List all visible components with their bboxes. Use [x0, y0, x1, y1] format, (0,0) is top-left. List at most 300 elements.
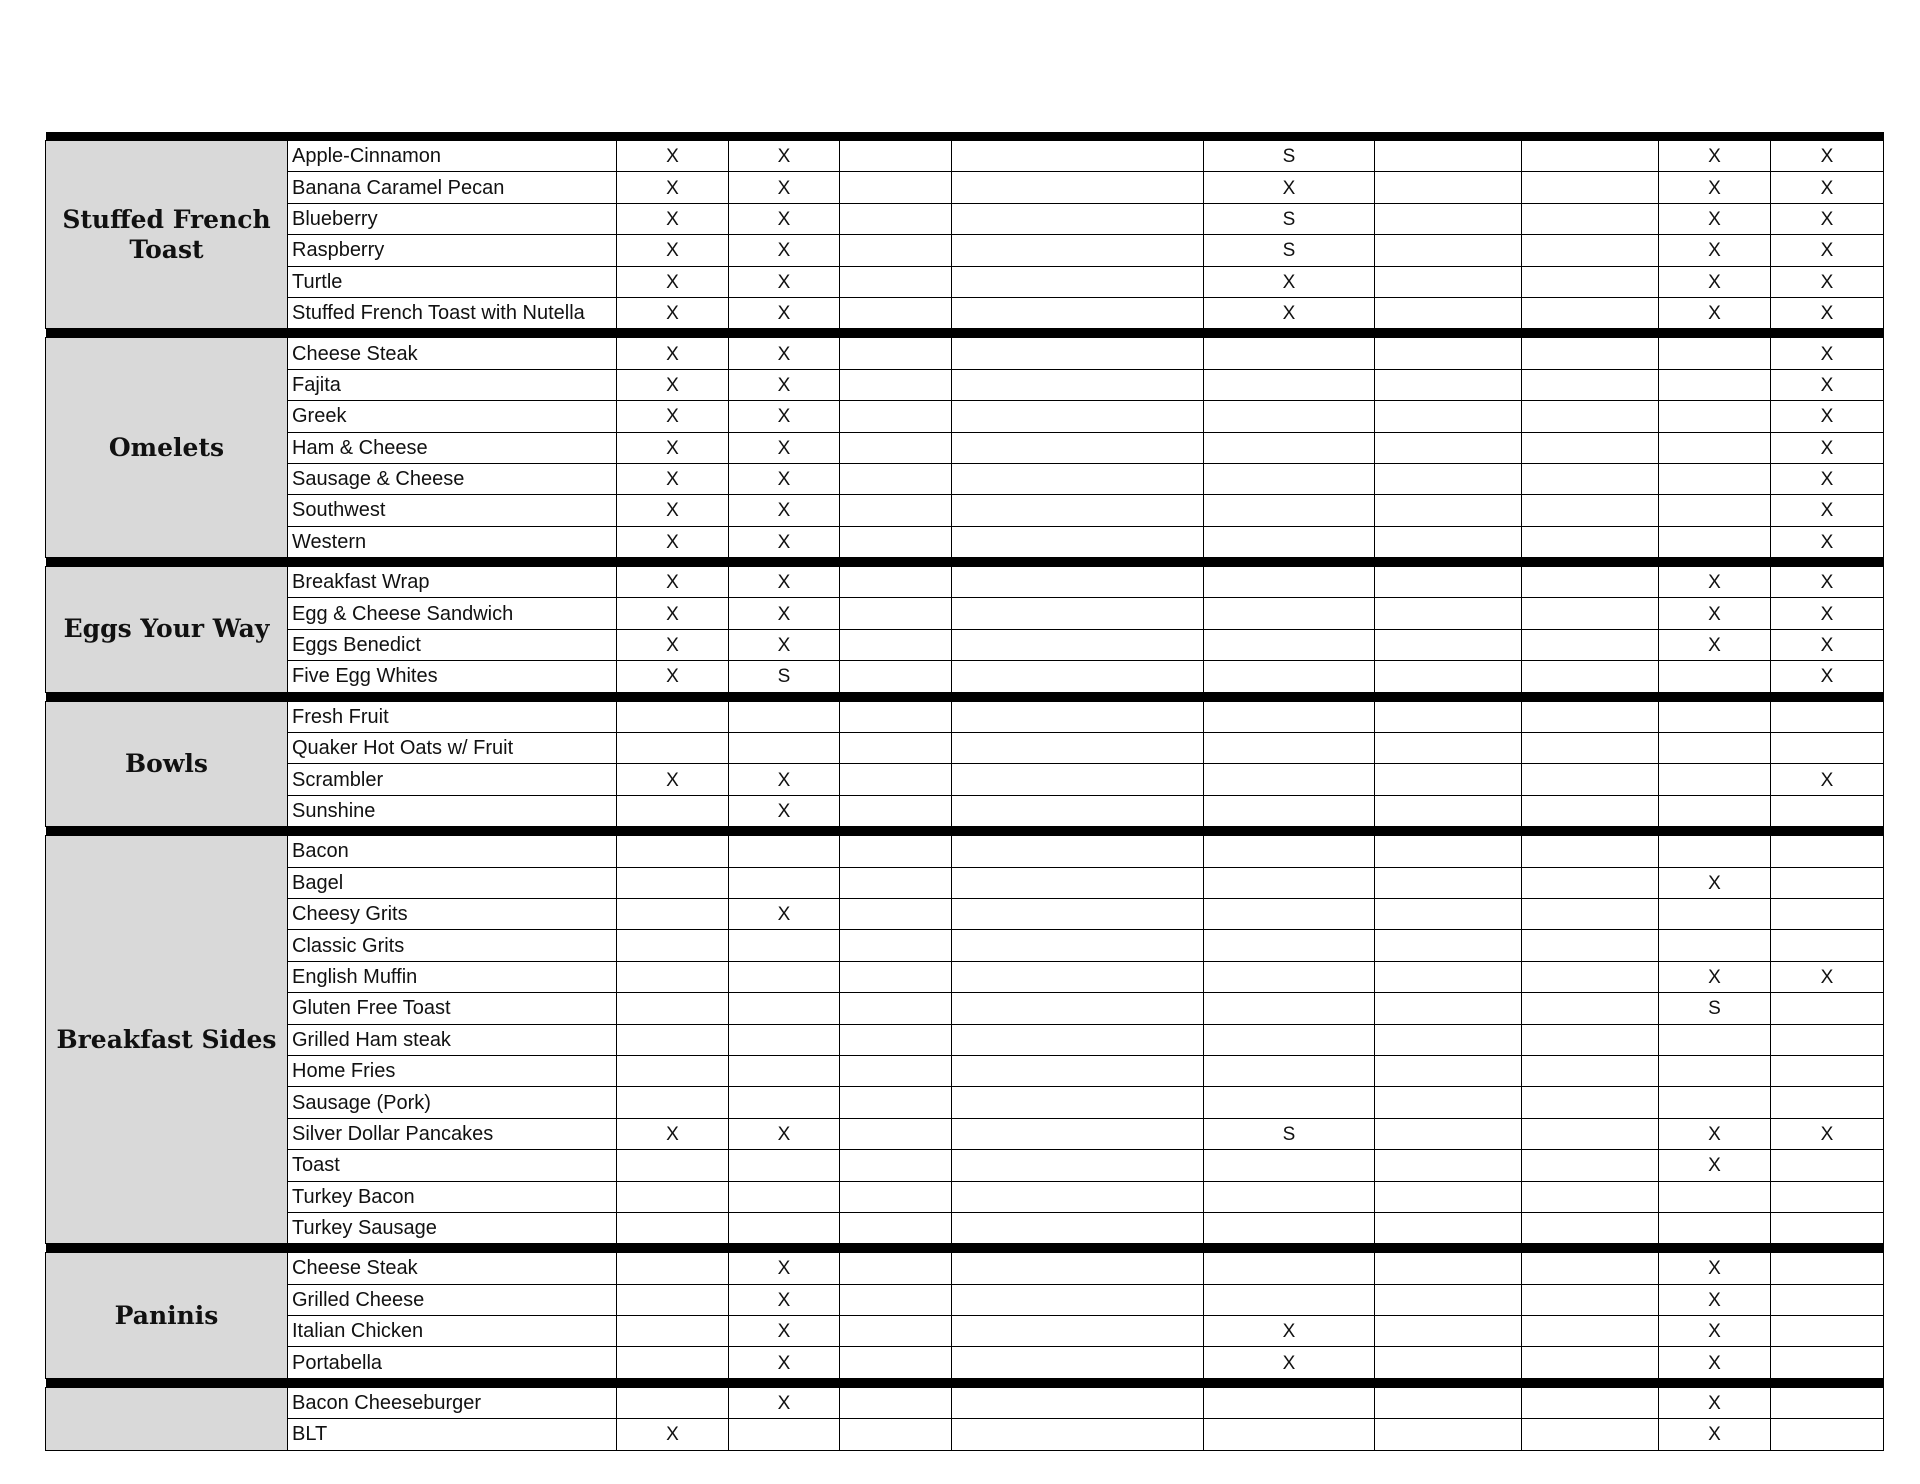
item-name: Greek	[288, 401, 617, 432]
mark-cell: X	[1771, 369, 1884, 400]
item-name: Sunshine	[288, 795, 617, 826]
mark-cell: X	[1659, 297, 1771, 328]
table-row	[46, 733, 1884, 764]
mark-cell	[1659, 1087, 1771, 1118]
mark-cell	[840, 567, 952, 598]
mark-cell	[617, 898, 729, 929]
mark-cell	[1204, 598, 1375, 629]
mark-cell	[952, 1055, 1204, 1086]
mark-cell	[952, 567, 1204, 598]
item-name: Classic Grits	[288, 930, 617, 961]
mark-cell: X	[1771, 172, 1884, 203]
mark-cell	[1375, 235, 1522, 266]
mark-cell	[1771, 1150, 1884, 1181]
mark-cell	[729, 836, 840, 867]
mark-cell	[1204, 701, 1375, 732]
mark-cell	[840, 297, 952, 328]
mark-cell	[617, 993, 729, 1024]
table-row	[46, 172, 1884, 203]
mark-cell: X	[617, 203, 729, 234]
mark-cell	[1522, 1087, 1659, 1118]
mark-cell	[840, 598, 952, 629]
item-name: Fajita	[288, 369, 617, 400]
item-name: Bacon	[288, 836, 617, 867]
mark-cell: X	[729, 1253, 840, 1284]
mark-cell	[840, 141, 952, 172]
category-label: Stuffed French Toast	[46, 141, 288, 329]
mark-cell	[1204, 1253, 1375, 1284]
item-name: Turtle	[288, 266, 617, 297]
table-row	[46, 369, 1884, 400]
item-name: Egg & Cheese Sandwich	[288, 598, 617, 629]
table-row	[46, 930, 1884, 961]
mark-cell: X	[1771, 266, 1884, 297]
mark-cell	[1375, 1253, 1522, 1284]
mark-cell	[617, 1055, 729, 1086]
table-row	[46, 836, 1884, 867]
mark-cell	[617, 701, 729, 732]
mark-cell	[952, 1316, 1204, 1347]
mark-cell	[1204, 795, 1375, 826]
mark-cell	[1375, 1055, 1522, 1086]
mark-cell: X	[729, 1284, 840, 1315]
mark-cell	[952, 898, 1204, 929]
mark-cell: X	[1659, 1253, 1771, 1284]
category-label: Breakfast Sides	[46, 836, 288, 1244]
mark-cell: X	[617, 401, 729, 432]
mark-cell	[1204, 1284, 1375, 1315]
mark-cell	[1522, 203, 1659, 234]
mark-cell	[1204, 1419, 1375, 1450]
item-name: Fresh Fruit	[288, 701, 617, 732]
mark-cell	[952, 1419, 1204, 1450]
mark-cell	[1375, 495, 1522, 526]
table-body	[46, 132, 1884, 1450]
mark-cell: X	[1204, 297, 1375, 328]
item-name: Toast	[288, 1150, 617, 1181]
mark-cell	[729, 1212, 840, 1243]
item-name: Home Fries	[288, 1055, 617, 1086]
item-name: English Muffin	[288, 961, 617, 992]
mark-cell	[729, 1150, 840, 1181]
table-row	[46, 898, 1884, 929]
mark-cell	[840, 961, 952, 992]
mark-cell: X	[1204, 1347, 1375, 1378]
mark-cell	[1522, 993, 1659, 1024]
mark-cell: X	[617, 661, 729, 692]
mark-cell	[1204, 898, 1375, 929]
mark-cell	[1522, 266, 1659, 297]
mark-cell: X	[729, 629, 840, 660]
mark-cell: X	[1659, 172, 1771, 203]
mark-cell: X	[1771, 432, 1884, 463]
mark-cell	[1375, 172, 1522, 203]
mark-cell	[1375, 1181, 1522, 1212]
mark-cell	[952, 1087, 1204, 1118]
mark-cell	[1522, 1024, 1659, 1055]
mark-cell	[1375, 836, 1522, 867]
mark-cell: X	[729, 432, 840, 463]
mark-cell	[952, 598, 1204, 629]
mark-cell	[1522, 1150, 1659, 1181]
mark-cell	[729, 701, 840, 732]
table-row	[46, 1316, 1884, 1347]
mark-cell	[617, 1253, 729, 1284]
mark-cell	[1375, 1419, 1522, 1450]
mark-cell	[1771, 733, 1884, 764]
item-name: Southwest	[288, 495, 617, 526]
mark-cell: X	[617, 432, 729, 463]
mark-cell: S	[1204, 235, 1375, 266]
item-name: Western	[288, 526, 617, 557]
mark-cell: X	[1659, 1118, 1771, 1149]
mark-cell: X	[1659, 1284, 1771, 1315]
mark-cell	[1375, 369, 1522, 400]
mark-cell: X	[729, 401, 840, 432]
mark-cell	[840, 1150, 952, 1181]
mark-cell	[1522, 701, 1659, 732]
table-row	[46, 1347, 1884, 1378]
mark-cell	[952, 930, 1204, 961]
mark-cell	[729, 1181, 840, 1212]
table-row	[46, 567, 1884, 598]
table-row	[46, 1181, 1884, 1212]
mark-cell	[952, 203, 1204, 234]
mark-cell	[1204, 1087, 1375, 1118]
section-divider-cell	[46, 329, 1884, 338]
item-name: Grilled Cheese	[288, 1284, 617, 1315]
mark-cell	[1522, 401, 1659, 432]
mark-cell	[952, 338, 1204, 369]
mark-cell	[617, 1181, 729, 1212]
mark-cell	[1659, 764, 1771, 795]
mark-cell	[1522, 1253, 1659, 1284]
item-name: Sausage (Pork)	[288, 1087, 617, 1118]
mark-cell	[1204, 1212, 1375, 1243]
mark-cell	[1204, 930, 1375, 961]
mark-cell	[952, 1150, 1204, 1181]
mark-cell	[1522, 836, 1659, 867]
mark-cell	[617, 1087, 729, 1118]
mark-cell	[1375, 661, 1522, 692]
mark-cell	[1204, 401, 1375, 432]
mark-cell: X	[1771, 629, 1884, 660]
mark-cell	[1375, 1284, 1522, 1315]
item-name: Turkey Bacon	[288, 1181, 617, 1212]
mark-cell	[952, 1181, 1204, 1212]
mark-cell: X	[617, 369, 729, 400]
mark-cell	[1522, 1347, 1659, 1378]
table-row	[46, 401, 1884, 432]
mark-cell	[1771, 930, 1884, 961]
mark-cell	[952, 836, 1204, 867]
mark-cell	[1204, 1055, 1375, 1086]
mark-cell	[840, 463, 952, 494]
mark-cell	[952, 432, 1204, 463]
category-label: Eggs Your Way	[46, 567, 288, 693]
mark-cell: S	[1204, 203, 1375, 234]
mark-cell: X	[729, 235, 840, 266]
table-row	[46, 629, 1884, 660]
mark-cell	[1771, 795, 1884, 826]
mark-cell	[1771, 1284, 1884, 1315]
section-divider-cell	[46, 692, 1884, 701]
category-label	[46, 1387, 288, 1450]
section-divider-cell	[46, 1244, 1884, 1253]
mark-cell: X	[617, 567, 729, 598]
mark-cell	[617, 930, 729, 961]
mark-cell	[840, 1024, 952, 1055]
mark-cell	[1375, 898, 1522, 929]
mark-cell	[1522, 795, 1659, 826]
mark-cell: X	[617, 526, 729, 557]
mark-cell	[1522, 495, 1659, 526]
mark-cell	[1375, 795, 1522, 826]
mark-cell	[1659, 836, 1771, 867]
mark-cell	[840, 1316, 952, 1347]
item-name: Blueberry	[288, 203, 617, 234]
mark-cell	[952, 369, 1204, 400]
mark-cell	[952, 961, 1204, 992]
mark-cell: X	[1659, 598, 1771, 629]
item-name: Cheese Steak	[288, 1253, 617, 1284]
mark-cell	[840, 733, 952, 764]
item-name: Scrambler	[288, 764, 617, 795]
mark-cell	[617, 1150, 729, 1181]
mark-cell	[952, 1118, 1204, 1149]
table-row	[46, 463, 1884, 494]
mark-cell	[1659, 898, 1771, 929]
mark-cell	[1771, 1055, 1884, 1086]
mark-cell	[1522, 598, 1659, 629]
mark-cell	[1375, 867, 1522, 898]
section-divider-cell	[46, 1378, 1884, 1387]
mark-cell	[1522, 961, 1659, 992]
top-border-cell	[46, 132, 1884, 141]
mark-cell	[617, 1284, 729, 1315]
mark-cell	[1375, 701, 1522, 732]
mark-cell	[1659, 526, 1771, 557]
mark-cell	[1659, 401, 1771, 432]
mark-cell	[1771, 993, 1884, 1024]
table-row	[46, 141, 1884, 172]
mark-cell	[1659, 733, 1771, 764]
mark-cell: X	[1659, 141, 1771, 172]
section-divider	[46, 1244, 1884, 1253]
allergen-table	[45, 132, 1884, 1451]
mark-cell	[840, 1087, 952, 1118]
mark-cell	[952, 235, 1204, 266]
mark-cell	[1375, 432, 1522, 463]
mark-cell	[1522, 369, 1659, 400]
item-name: Raspberry	[288, 235, 617, 266]
mark-cell	[840, 701, 952, 732]
category-label: Omelets	[46, 338, 288, 558]
mark-cell: X	[1771, 567, 1884, 598]
mark-cell: X	[1659, 235, 1771, 266]
mark-cell	[1659, 338, 1771, 369]
mark-cell	[1522, 1118, 1659, 1149]
mark-cell	[952, 701, 1204, 732]
table-row	[46, 297, 1884, 328]
mark-cell: X	[1659, 1150, 1771, 1181]
item-name: Ham & Cheese	[288, 432, 617, 463]
mark-cell: X	[1771, 203, 1884, 234]
mark-cell	[952, 629, 1204, 660]
mark-cell: X	[729, 1387, 840, 1418]
mark-cell	[1375, 764, 1522, 795]
table-row	[46, 598, 1884, 629]
table-row	[46, 1024, 1884, 1055]
table-row	[46, 266, 1884, 297]
mark-cell	[1522, 764, 1659, 795]
mark-cell	[1771, 1387, 1884, 1418]
table-row	[46, 1150, 1884, 1181]
mark-cell	[729, 930, 840, 961]
mark-cell	[1204, 338, 1375, 369]
table-row	[46, 1419, 1884, 1450]
mark-cell	[1204, 432, 1375, 463]
mark-cell: X	[1771, 526, 1884, 557]
mark-cell: X	[1771, 463, 1884, 494]
mark-cell: X	[1771, 961, 1884, 992]
mark-cell	[729, 1087, 840, 1118]
mark-cell	[1659, 495, 1771, 526]
mark-cell	[1522, 567, 1659, 598]
mark-cell	[617, 1347, 729, 1378]
table-row	[46, 867, 1884, 898]
mark-cell	[1771, 701, 1884, 732]
mark-cell	[1204, 867, 1375, 898]
mark-cell: X	[1771, 1118, 1884, 1149]
mark-cell: X	[1659, 567, 1771, 598]
section-divider	[46, 692, 1884, 701]
mark-cell	[1522, 661, 1659, 692]
mark-cell: X	[729, 172, 840, 203]
table-row	[46, 961, 1884, 992]
mark-cell: X	[617, 266, 729, 297]
mark-cell	[1375, 567, 1522, 598]
mark-cell	[1771, 836, 1884, 867]
table-row	[46, 1284, 1884, 1315]
mark-cell	[952, 141, 1204, 172]
mark-cell	[952, 1253, 1204, 1284]
table-row	[46, 338, 1884, 369]
mark-cell: X	[729, 338, 840, 369]
mark-cell	[1522, 463, 1659, 494]
mark-cell: X	[729, 567, 840, 598]
mark-cell	[1204, 567, 1375, 598]
mark-cell	[1204, 1387, 1375, 1418]
section-divider	[46, 558, 1884, 567]
mark-cell	[952, 993, 1204, 1024]
mark-cell: X	[1659, 203, 1771, 234]
mark-cell	[1522, 733, 1659, 764]
mark-cell	[1375, 338, 1522, 369]
mark-cell	[952, 297, 1204, 328]
mark-cell	[1375, 526, 1522, 557]
mark-cell	[1375, 141, 1522, 172]
mark-cell: X	[1659, 1387, 1771, 1418]
mark-cell: X	[729, 1316, 840, 1347]
mark-cell	[952, 172, 1204, 203]
section-divider-cell	[46, 558, 1884, 567]
section-divider	[46, 1378, 1884, 1387]
mark-cell	[1659, 432, 1771, 463]
item-name: Bagel	[288, 867, 617, 898]
mark-cell	[1375, 401, 1522, 432]
mark-cell	[952, 1284, 1204, 1315]
mark-cell	[840, 1118, 952, 1149]
mark-cell	[1659, 795, 1771, 826]
table-row	[46, 1387, 1884, 1418]
mark-cell	[1375, 1347, 1522, 1378]
mark-cell	[1522, 172, 1659, 203]
item-name: Portabella	[288, 1347, 617, 1378]
mark-cell	[1204, 629, 1375, 660]
mark-cell	[952, 526, 1204, 557]
allergen-sheet	[45, 132, 1883, 1451]
mark-cell: X	[1659, 867, 1771, 898]
mark-cell: X	[1659, 629, 1771, 660]
mark-cell	[952, 266, 1204, 297]
section-divider	[46, 329, 1884, 338]
mark-cell	[840, 867, 952, 898]
mark-cell	[952, 795, 1204, 826]
mark-cell	[840, 1387, 952, 1418]
mark-cell: X	[729, 203, 840, 234]
mark-cell	[1204, 1150, 1375, 1181]
mark-cell	[1522, 898, 1659, 929]
mark-cell	[1375, 1212, 1522, 1243]
mark-cell: X	[1659, 961, 1771, 992]
mark-cell	[840, 401, 952, 432]
mark-cell	[1659, 463, 1771, 494]
mark-cell: X	[1771, 764, 1884, 795]
mark-cell	[1522, 1284, 1659, 1315]
mark-cell	[840, 369, 952, 400]
mark-cell: S	[1204, 1118, 1375, 1149]
mark-cell: X	[1771, 495, 1884, 526]
mark-cell	[617, 733, 729, 764]
mark-cell: X	[1204, 266, 1375, 297]
mark-cell	[952, 495, 1204, 526]
mark-cell: X	[617, 172, 729, 203]
mark-cell	[1522, 1316, 1659, 1347]
mark-cell: X	[1659, 266, 1771, 297]
mark-cell	[1204, 733, 1375, 764]
table-row	[46, 1087, 1884, 1118]
mark-cell	[1522, 1387, 1659, 1418]
mark-cell	[952, 661, 1204, 692]
mark-cell	[952, 1212, 1204, 1243]
mark-cell	[840, 795, 952, 826]
mark-cell	[840, 629, 952, 660]
mark-cell	[1375, 266, 1522, 297]
mark-cell	[1375, 203, 1522, 234]
mark-cell: X	[1771, 297, 1884, 328]
mark-cell	[840, 993, 952, 1024]
mark-cell	[1522, 867, 1659, 898]
mark-cell	[1375, 1118, 1522, 1149]
item-name: Grilled Ham steak	[288, 1024, 617, 1055]
section-divider-cell	[46, 827, 1884, 836]
mark-cell	[1522, 235, 1659, 266]
mark-cell	[1204, 1181, 1375, 1212]
top-border-bar	[46, 132, 1884, 141]
mark-cell	[1375, 598, 1522, 629]
mark-cell	[840, 172, 952, 203]
